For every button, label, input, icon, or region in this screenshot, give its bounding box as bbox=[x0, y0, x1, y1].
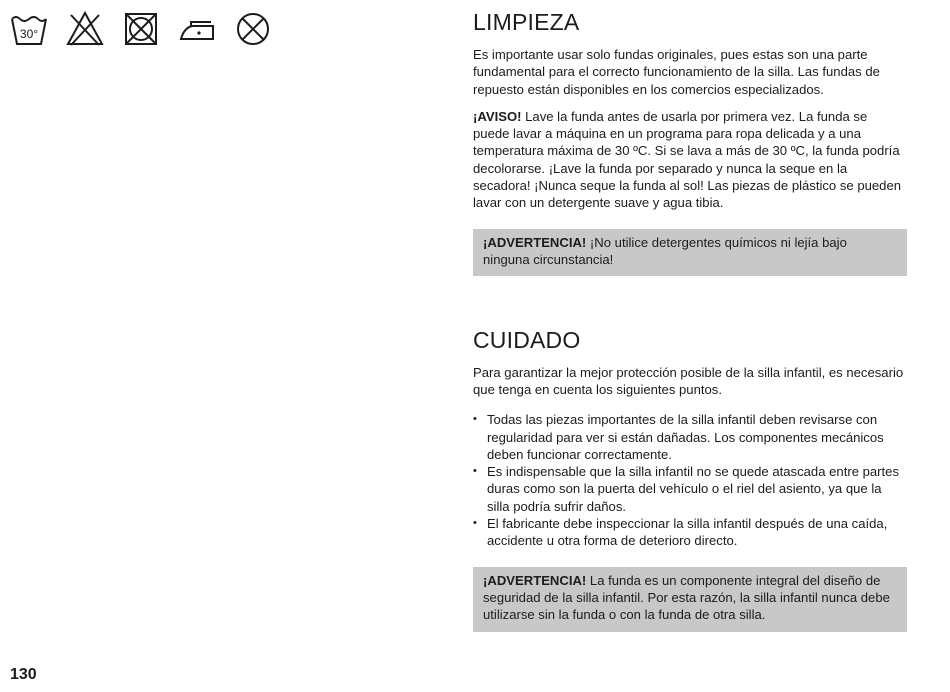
main-content bbox=[473, 8, 907, 632]
warning-label: ¡ADVERTENCIA! bbox=[483, 234, 587, 250]
no-bleach-icon bbox=[66, 10, 104, 48]
warning-text: La funda es un componente integral del diseño de seguridad de la silla infantil. Por esta razón, la silla infantil nunca debe utilizarse sin la funda o con la funda de otra silla. bbox=[483, 572, 890, 623]
limpieza-intro: Es importante usar solo fundas originales, pues estas son una parte fundamental para el correcto funcionamiento de la silla. Las fundas de repuesto están disponibles en los comercios especializados. bbox=[473, 47, 880, 97]
aviso-paragraph bbox=[473, 108, 907, 212]
wash-30-icon bbox=[10, 10, 48, 48]
limpieza-heading: LIMPIEZA bbox=[473, 9, 580, 35]
page-number: 130 bbox=[10, 666, 37, 683]
iron-low-icon bbox=[178, 10, 216, 48]
wash-temperature-label: 30° bbox=[19, 27, 39, 41]
cuidado-intro: Para garantizar la mejor protección posible de la silla infantil, es necesario que tenga en cuenta los siguientes puntos. bbox=[473, 364, 904, 397]
aviso-label: ¡AVISO! bbox=[473, 108, 522, 124]
care-symbols bbox=[10, 10, 290, 48]
warning-label: ¡ADVERTENCIA! bbox=[483, 572, 587, 588]
list-item: • El fabricante debe inspeccionar la silla infantil después de una caída, accidente u otra forma de deterioro directo. bbox=[473, 515, 907, 550]
aviso-text: Lave la funda antes de usarla por primera vez. La funda se puede lavar a máquina en un programa para ropa delicada y a una temperatura máxima de 30 ºC. Si se lava a más de 30 ºC, la funda podría decolorarse. ¡Lave la funda por separado y nunca la seque en la secadora! ¡Nunca seque la funda al sol! Las piezas de plástico se pueden lavar con un detergente suave y agua tibia. bbox=[473, 108, 902, 211]
cuidado-heading: CUIDADO bbox=[473, 326, 581, 353]
warning-box-cover bbox=[473, 567, 907, 632]
list-item: • Es indispensable que la silla infantil no se quede atascada entre partes duras como son la puerta del vehículo o el riel del asiento, ya que la silla podría sufrir daños. bbox=[473, 463, 907, 515]
warning-text: ¡No utilice detergentes químicos ni lejía bajo ninguna circunstancia! bbox=[483, 234, 847, 267]
care-points-list bbox=[473, 411, 907, 549]
list-item: • Todas las piezas importantes de la silla infantil deben revisarse con regularidad para ver si están dañadas. Los componentes mecánicos deben funcionar correctamente. bbox=[473, 411, 907, 463]
no-dry-clean-icon bbox=[234, 10, 272, 48]
warning-box-detergents bbox=[473, 229, 907, 276]
no-tumble-dry-icon bbox=[122, 10, 160, 48]
